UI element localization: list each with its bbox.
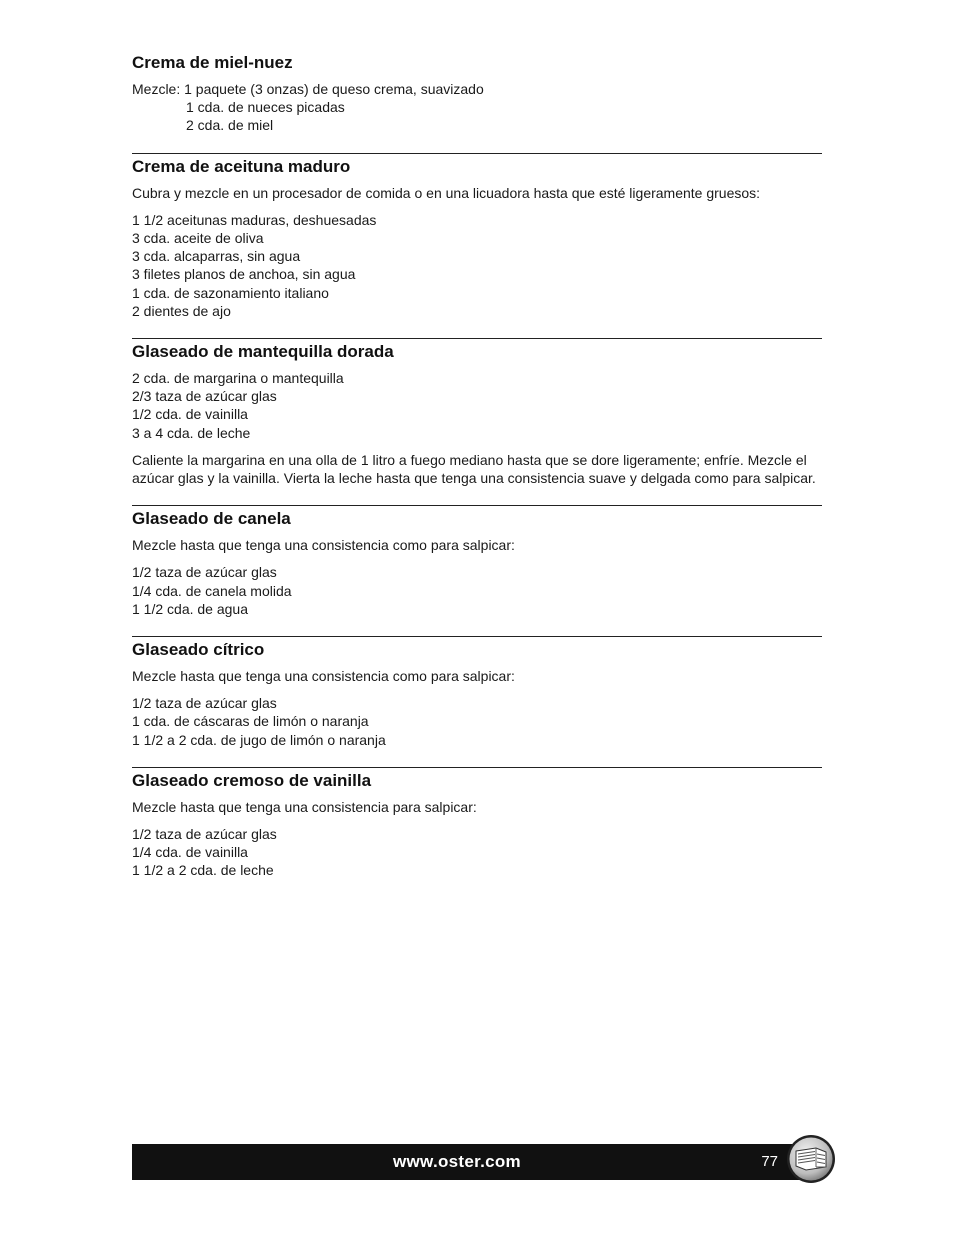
recipe-book-icon [786, 1134, 836, 1184]
recipe-content [132, 52, 822, 880]
recipe-section-glaseado-canela [132, 505, 822, 618]
section-title: Glaseado de canela [132, 509, 291, 529]
ingredient-line: 1/2 cda. de vainilla [132, 406, 248, 423]
instruction-text: Mezcle hasta que tenga una consistencia como para salpicar: [132, 537, 515, 554]
ingredient-line: 1/4 cda. de vainilla [132, 844, 248, 861]
ingredient-line: 3 cda. aceite de oliva [132, 230, 264, 247]
ingredient-line: 1 1/2 a 2 cda. de leche [132, 862, 274, 879]
recipe-section-crema-aceituna [132, 153, 822, 320]
ingredient-line: 1 cda. de nueces picadas [186, 99, 345, 116]
section-title: Crema de miel-nuez [132, 53, 293, 72]
ingredient-line: 3 cda. alcaparras, sin agua [132, 248, 301, 265]
instruction-text: Mezcle hasta que tenga una consistencia como para salpicar: [132, 668, 515, 685]
ingredient-line: 1/2 taza de azúcar glas [132, 695, 277, 712]
recipe-section-glaseado-mantequilla [132, 338, 822, 487]
ingredient-line: 1/4 cda. de canela molida [132, 582, 292, 599]
ingredient-line: 2 dientes de ajo [132, 302, 231, 319]
ingredient-line: 1/2 taza de azúcar glas [132, 564, 277, 581]
ingredient-line: 1 1/2 a 2 cda. de jugo de limón o naranja [132, 731, 386, 748]
footer-url[interactable]: www.oster.com [393, 1152, 521, 1171]
page-footer [132, 1144, 822, 1180]
ingredient-line: 2/3 taza de azúcar glas [132, 388, 277, 405]
instruction-paragraph: Caliente la margarina en una olla de 1 litro a fuego mediano hasta que se dore ligeramente; enfríe. Mezcle el azúcar glas y la vainilla. Vierta la leche hasta que tenga una consistencia suave y delgada como para salpicar. [132, 451, 816, 487]
instruction-text: Cubra y mezcle en un procesador de comida o en una licuadora hasta que esté ligeramente gruesos: [132, 184, 761, 201]
ingredient-line: 3 filetes planos de anchoa, sin agua [132, 266, 356, 283]
page-number: 77 [761, 1153, 778, 1170]
ingredient-line: 1 cda. de cáscaras de limón o naranja [132, 713, 369, 730]
ingredient-line: Mezcle: 1 paquete (3 onzas) de queso crema, suavizado [132, 81, 484, 97]
ingredient-line: 1/2 taza de azúcar glas [132, 826, 277, 843]
ingredient-line: 1 1/2 aceitunas maduras, deshuesadas [132, 211, 377, 228]
ingredient-line: 2 cda. de margarina o mantequilla [132, 370, 344, 387]
section-title: Glaseado cremoso de vainilla [132, 770, 372, 790]
section-title: Glaseado de mantequilla dorada [132, 342, 394, 362]
section-title: Crema de aceituna maduro [132, 156, 351, 176]
recipe-section-crema-miel-nuez [132, 52, 822, 135]
ingredient-line: 2 cda. de miel [186, 117, 274, 134]
section-title: Glaseado cítrico [132, 640, 265, 660]
recipe-section-glaseado-vainilla [132, 767, 822, 880]
recipe-section-glaseado-citrico [132, 636, 822, 749]
ingredient-line: 1 1/2 cda. de agua [132, 600, 248, 617]
ingredient-line: 1 cda. de sazonamiento italiano [132, 284, 329, 301]
instruction-text: Mezcle hasta que tenga una consistencia para salpicar: [132, 798, 477, 815]
ingredient-line: 3 a 4 cda. de leche [132, 424, 251, 441]
